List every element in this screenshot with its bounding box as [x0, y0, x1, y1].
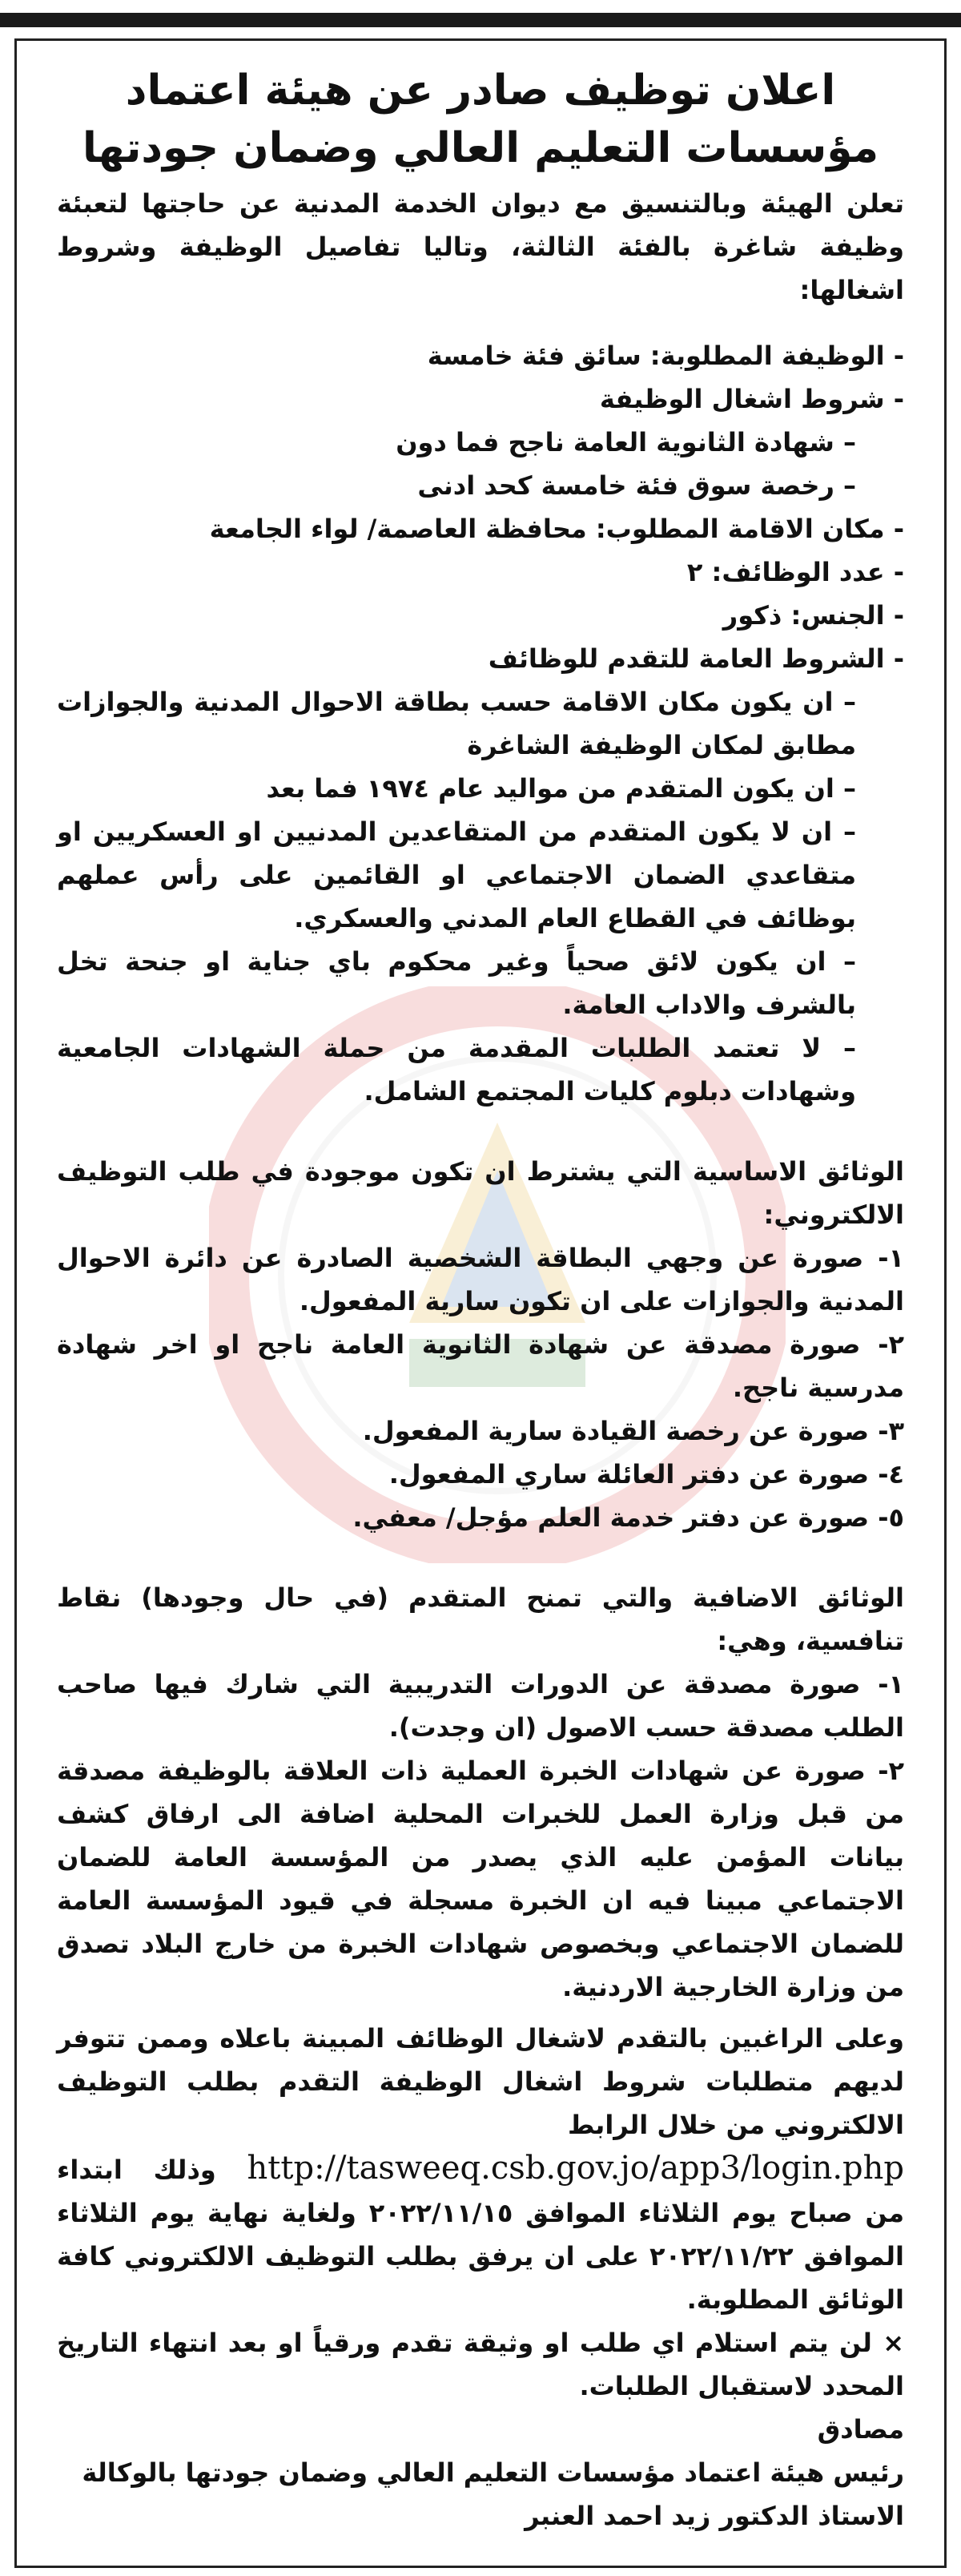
closing-section	[57, 2017, 904, 2538]
additional-document-1: ١- صورة مصدقة عن الدورات التدريبية التي شارك فيها صاحب الطلب مصدقة حسب الاصول (ان وجدت).	[57, 1669, 904, 1743]
required-document-2: ٢- صورة مصدقة عن شهادة الثانوية العامة ناجح او اخر شهادة مدرسية ناجح.	[57, 1329, 904, 1403]
signer-title: رئيس هيئة اعتماد مؤسسات التعليم العالي وضمان جودتها بالوكالة	[82, 2457, 904, 2488]
job-position: - الوظيفة المطلوبة: سائق فئة خامسة	[427, 341, 904, 371]
required-document-5: ٥- صورة عن دفتر خدمة العلم مؤجل/ معفي.	[352, 1502, 904, 1533]
additional-document-2: ٢- صورة عن شهادات الخبرة العملية ذات العلاقة بالوظيفة مصدقة من قبل وزارة العمل للخبرات المحلية اضافة الى ارفاق كشف بيانات المؤمن عليه الذي يصدر من المؤسسة العامة للضمان الاجتماعي مبينا فيه ان الخبرة مسجلة في قيود المؤسسة العامة للضمان الاجتماعي وبخصوص شهادات الخبرة من خارج البلاد تصدق من وزارة الخارجية الاردنية.	[57, 1756, 904, 2002]
required-document-4: ٤- صورة عن دفتر العائلة ساري المفعول.	[388, 1459, 904, 1490]
job-residence: - مكان الاقامة المطلوب: محافظة العاصمة/ لواء الجامعة	[209, 514, 904, 544]
title-line-1: اعلان توظيف صادر عن هيئة اعتماد	[125, 67, 836, 115]
job-requirement-1: – شهادة الثانوية العامة ناجح فما دون	[396, 427, 856, 458]
general-condition-3: – ان لا يكون المتقدم من المتقاعدين المدنيين او العسكريين او متقاعدي الضمان الاجتماعي او القائمين على رأس عملهم بوظائف في القطاع العام المدني والعسكري.	[57, 816, 856, 933]
top-rule	[0, 13, 961, 27]
job-count: - عدد الوظائف: ٢	[686, 557, 904, 587]
application-period-paragraph	[57, 2147, 904, 2321]
required-documents-section	[57, 1150, 904, 1539]
intro-paragraph: تعلن الهيئة وبالتنسيق مع ديوان الخدمة المدنية عن حاجتها لتعبئة وظيفة شاغرة بالفئة الثالثة، وتاليا تفاصيل الوظيفة وشروط اشغالها:	[57, 188, 904, 305]
general-condition-5: – لا تعتمد الطلبات المقدمة من حملة الشهادات الجامعية وشهادات دبلوم كليات المجتمع الشامل.	[57, 1033, 856, 1107]
additional-documents-section	[57, 1576, 904, 2009]
paper-submission-note: × لن يتم استلام اي طلب او وثيقة تقدم ورقياً او بعد انتهاء التاريخ المحدد لاستقبال الطلبات.	[57, 2328, 904, 2401]
application-link[interactable]: http://tasweeq.csb.gov.jo/app3/login.php	[247, 2150, 905, 2187]
required-document-3: ٣- صورة عن رخصة القيادة سارية المفعول.	[362, 1416, 904, 1446]
general-condition-1: – ان يكون مكان الاقامة حسب بطاقة الاحوال المدنية والجوازات مطابق لمكان الوظيفة الشاغرة	[57, 687, 856, 760]
job-requirement-2: – رخصة سوق فئة خامسة كحد ادنى	[417, 470, 856, 501]
title-line-2: مؤسسات التعليم العالي وضمان جودتها	[82, 124, 879, 172]
job-requirements-title: - شروط اشغال الوظيفة	[599, 384, 904, 414]
job-gender: - الجنس: ذكور	[722, 600, 904, 631]
general-condition-4: – ان يكون لائق صحياً وغير محكوم باي جناية او جنحة تخل بالشرف والاداب العامة.	[57, 946, 856, 1020]
announcement-title	[57, 62, 904, 177]
job-details-list	[57, 334, 904, 1113]
approved-label: مصادق	[817, 2414, 904, 2445]
announcement-frame	[14, 38, 947, 2568]
required-documents-title: الوثائق الاساسية التي يشترط ان تكون موجودة في طلب التوظيف الالكتروني:	[57, 1156, 904, 1230]
general-conditions-title: - الشروط العامة للتقدم للوظائف	[488, 643, 904, 674]
application-period-text: وذلك ابتداء من صباح يوم الثلاثاء الموافق ٢٠٢٢/١١/١٥ ولغاية نهاية يوم الثلاثاء الموافق ٢٠٢٢/١١/٢٢ على ان يرفق بطلب التوظيف الالكتروني كافة الوثائق المطلوبة.	[57, 2155, 905, 2315]
general-condition-2: – ان يكون المتقدم من مواليد عام ١٩٧٤ فما بعد	[266, 773, 856, 804]
signer-name: الاستاذ الدكتور زيد احمد العنبر	[525, 2501, 904, 2531]
closing-paragraph: وعلى الراغبين بالتقدم لاشغال الوظائف المبينة باعلاه وممن تتوفر لديهم متطلبات شروط اشغال الوظيفة التقدم بطلب التوظيف الالكتروني من خلال الرابط	[57, 2023, 904, 2140]
additional-documents-title: الوثائق الاضافية والتي تمنح المتقدم (في حال وجودها) نقاط تنافسية، وهي:	[57, 1582, 904, 1656]
required-document-1: ١- صورة عن وجهي البطاقة الشخصية الصادرة عن دائرة الاحوال المدنية والجوازات على ان تكون سارية المفعول.	[57, 1243, 904, 1316]
